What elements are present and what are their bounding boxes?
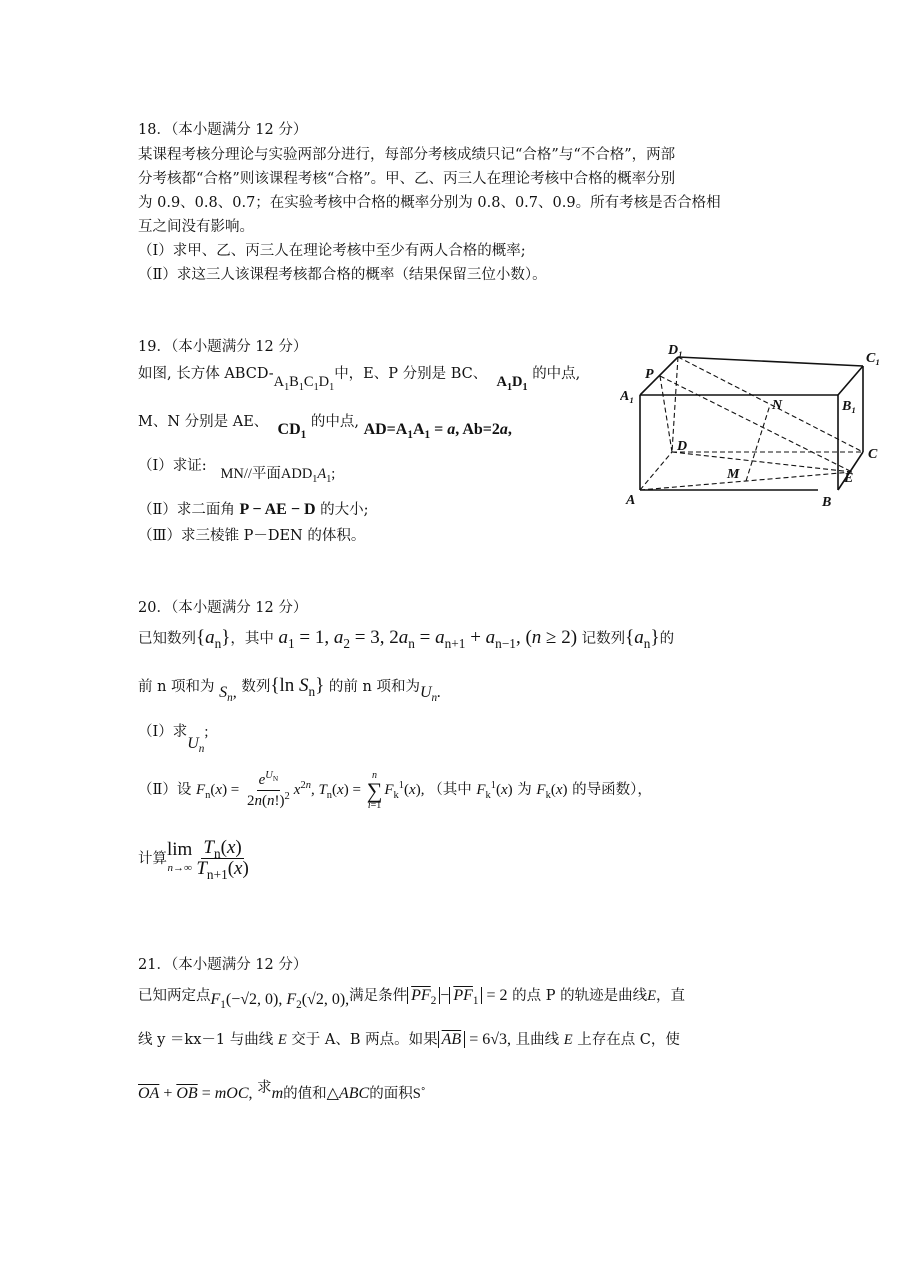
q20-line-2 (138, 674, 442, 705)
q19-part-3: （Ⅲ）求三棱锥 P－DEN 的体积。 (138, 528, 366, 544)
label-b1: B₁ (842, 399, 857, 414)
q19-part1-label: （Ⅰ）求证: (138, 458, 207, 474)
label-c: C (868, 447, 878, 462)
q21-line-2 (138, 1028, 680, 1052)
q20-part2-b: （其中 (428, 781, 472, 798)
label-d: D (677, 439, 688, 454)
q20-line-1 (138, 626, 674, 651)
q18-line-2: 分考核都“合格”则该课程考核“合格”。甲、乙、丙三人在理论考核中合格的概率分别 (138, 171, 676, 187)
q19-header: 19．（本小题满分 12 分） (138, 339, 308, 355)
q20-part-2 (138, 770, 652, 811)
q21-line2-d: 上存在点 C，使 (577, 1032, 680, 1048)
q19-part2-tail: 的大小; (320, 502, 369, 518)
q21-line2-c: 且曲线 (515, 1032, 560, 1048)
q20-line1-d: 的 (659, 631, 675, 647)
curve-e-2: E (277, 1032, 287, 1048)
q21-header: 21．（本小题满分 12 分） (138, 957, 308, 973)
q21-line3-d: 的面积 (369, 1086, 413, 1102)
ad-equation: $AD=A_1A_1 = a$, Ab=2a, (363, 421, 512, 442)
triangle-abc-math: △ABC (326, 1085, 370, 1102)
fk1-math: $F_k^1(x)$ (476, 779, 513, 801)
q20-header: 20．（本小题满分 12 分） (138, 600, 308, 616)
limit-math: lim n→∞ $\frac{T_n(x)}{T_{n+1}(x)}$ (167, 837, 249, 882)
q18-line-3: 为 0.9、0.8、0.7；在实验考核中合格的概率分别为 0.8、0.7、0.9。所有考核是否合格相 (138, 195, 721, 211)
q20-line1-a: 已知数列 (138, 631, 196, 647)
q20-line2-a: 前 n 项和为 (138, 679, 215, 695)
q21-line1-d: ，直 (655, 988, 685, 1004)
q19-intro-b: 中，E、P 分别是 BC、 (334, 366, 488, 382)
q20-part-1: （Ⅰ）求$U_n$; (138, 724, 209, 756)
q18-line-4: 互之间没有影响。 (138, 219, 254, 235)
an-set-math-2: $\{a_n\}$ (625, 627, 660, 651)
q20-part2-a: （Ⅱ）设 (138, 781, 192, 798)
q20-part1-label: （Ⅰ）求 (138, 724, 188, 740)
sn-math: $S_n$, (219, 684, 237, 705)
q18-line-1: 某课程考核分理论与实验两部分进行，每部分考核成绩只记“合格”与“不合格”，两部 (138, 147, 676, 163)
q21-line-1 (138, 984, 685, 1012)
ab-length-math: $\overline{AB} = 6√3$, (438, 1031, 511, 1048)
q18-part-1: （Ⅰ）求甲、乙、丙三人在理论考核中至少有两人合格的概率; (138, 243, 526, 259)
q18-part-2: （Ⅱ）求这三人该课程考核都合格的概率（结果保留三位小数）。 (138, 267, 547, 283)
q21-line1-c: 的点 P 的轨迹是曲线 (512, 988, 648, 1004)
fk-math: $F_k(x)$ (536, 781, 568, 801)
label-n: N (772, 398, 783, 413)
curve-e-3: E (563, 1032, 573, 1048)
curve-e-1: E (647, 988, 656, 1004)
foci-math: $F_1(-√2$, 0), $F_2(√2$, 0), (210, 991, 350, 1012)
a1b1c1d1-math: $A_1B_1C_1D_1$ (273, 374, 335, 393)
q21-line1-a: 已知两定点 (138, 988, 211, 1004)
recurrence-math: $a_1 = 1$, $a_2 = 3$, $2a_n = a_{n+1} + a_{n-1}$, (n ≥ 2) (278, 627, 578, 651)
q19-mn-line (138, 410, 512, 442)
q21-line-3 (138, 1082, 426, 1106)
area-s-math: S˚ (412, 1086, 426, 1102)
un-math-2: $U_n$ (187, 735, 205, 756)
an-set-math: $\{a_n\}$ (196, 627, 231, 651)
q21-line3-b: 求 (257, 1080, 272, 1096)
label-a1: A₁ (620, 389, 635, 404)
vector-sum-math: $\overline{OA} + \overline{OB}$ = mOC, (138, 1085, 253, 1102)
q19-part-2 (138, 498, 369, 522)
q20-part2-d: 的导函数）， (572, 781, 652, 798)
label-e: E (844, 471, 854, 486)
label-c1: C₁ (866, 351, 881, 366)
q20-line1-c: 记数列 (581, 631, 626, 647)
label-p: P (645, 367, 654, 382)
un-math: $U_n$. (419, 684, 442, 705)
q20-line2-c: 的前 n 项和为 (328, 679, 420, 695)
label-d1: D₁ (668, 343, 683, 358)
q19-mn-a: M、N 分别是 AE、 (138, 414, 269, 430)
cd1-math: $CD_1$ (277, 421, 307, 442)
focal-difference-math: $\overline{PF}_2 - \overline{PF}_1 = 2$ (407, 987, 507, 1004)
ln-sn-math: {ln $S_n$} (270, 675, 325, 699)
q20-calc-line (138, 837, 253, 882)
q21-line2-b: 交于 A、B 两点。如果 (291, 1032, 438, 1048)
q19-intro-a: 如图, 长方体 ABCD- (138, 366, 274, 382)
mn-plane-math: MN//平面$ADD_1A_1$; (220, 466, 336, 485)
q21-line2-a: 线 y ＝kx－1 与曲线 (138, 1032, 274, 1048)
dihedral-math: P − AE − D (239, 501, 316, 518)
q20-part2-c: 为 (517, 781, 532, 798)
cuboid-figure (620, 340, 890, 515)
q21-line3-c: 的值和 (283, 1086, 327, 1102)
label-a: A (626, 493, 636, 508)
q19-intro-c: 的中点, (532, 366, 581, 382)
q19-part-1 (138, 454, 336, 485)
q20-calc-label: 计算 (138, 850, 167, 867)
label-m: M (727, 467, 740, 482)
m-var: m (271, 1085, 284, 1102)
q21-line1-b: 满足条件 (349, 988, 408, 1004)
q19-intro (138, 362, 581, 393)
q19-part2-label: （Ⅱ）求二面角 (138, 502, 235, 518)
label-b: B (822, 495, 832, 510)
a1d1-math: $A_1D_1$ (496, 374, 528, 393)
q20-line1-b: ，其中 (230, 631, 274, 647)
q18-header: 18．（本小题满分 12 分） (138, 122, 308, 138)
fn-definition-math: $F_n(x)$ = $\frac{e^{U_N}}{2n(n!)^2}$ $x^{2n}$, $T_n(x)$ = n ∑ i=1 $F_k^1(x)$, (195, 769, 429, 811)
q20-line2-b: 数列 (241, 679, 271, 695)
q19-mn-b: 的中点, (310, 414, 359, 430)
